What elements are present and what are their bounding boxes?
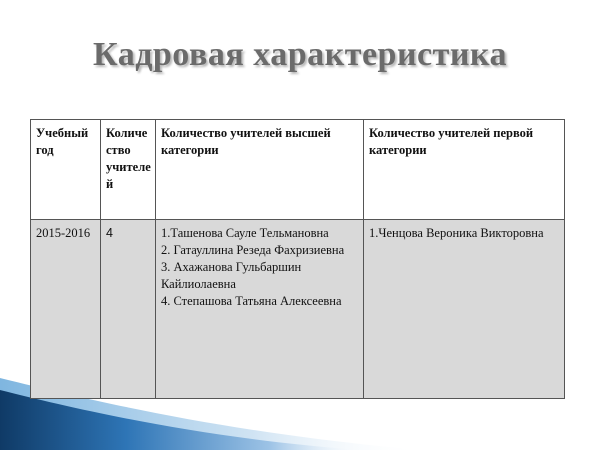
table-row [31, 220, 565, 399]
cell-first-category [364, 220, 565, 399]
cell-year: 2015-2016 [31, 220, 101, 399]
list-item: 1.Ташенова Сауле Тельмановна [161, 226, 329, 240]
staff-table-container [30, 119, 565, 399]
header-year: Учебный год [31, 120, 101, 220]
header-count: Количе ство учителе й [101, 120, 156, 220]
header-highest-category: Количество учителей высшей категории [156, 120, 364, 220]
cell-count: 4 [101, 220, 156, 399]
table-header-row [31, 120, 565, 220]
list-item: 1.Ченцова Вероника Викторовна [369, 226, 544, 240]
staff-table [30, 119, 565, 399]
header-first-category: Количество учителей первой категории [364, 120, 565, 220]
cell-highest-category [156, 220, 364, 399]
list-item: 4. Степашова Татьяна Алексеевна [161, 294, 342, 308]
list-item: 2. Гатауллина Резеда Фахризиевна [161, 243, 345, 257]
slide-title: Кадровая характеристика [92, 36, 508, 73]
list-item: 3. Ахажанова Гульбаршин Кайлиолаевна [161, 260, 302, 291]
